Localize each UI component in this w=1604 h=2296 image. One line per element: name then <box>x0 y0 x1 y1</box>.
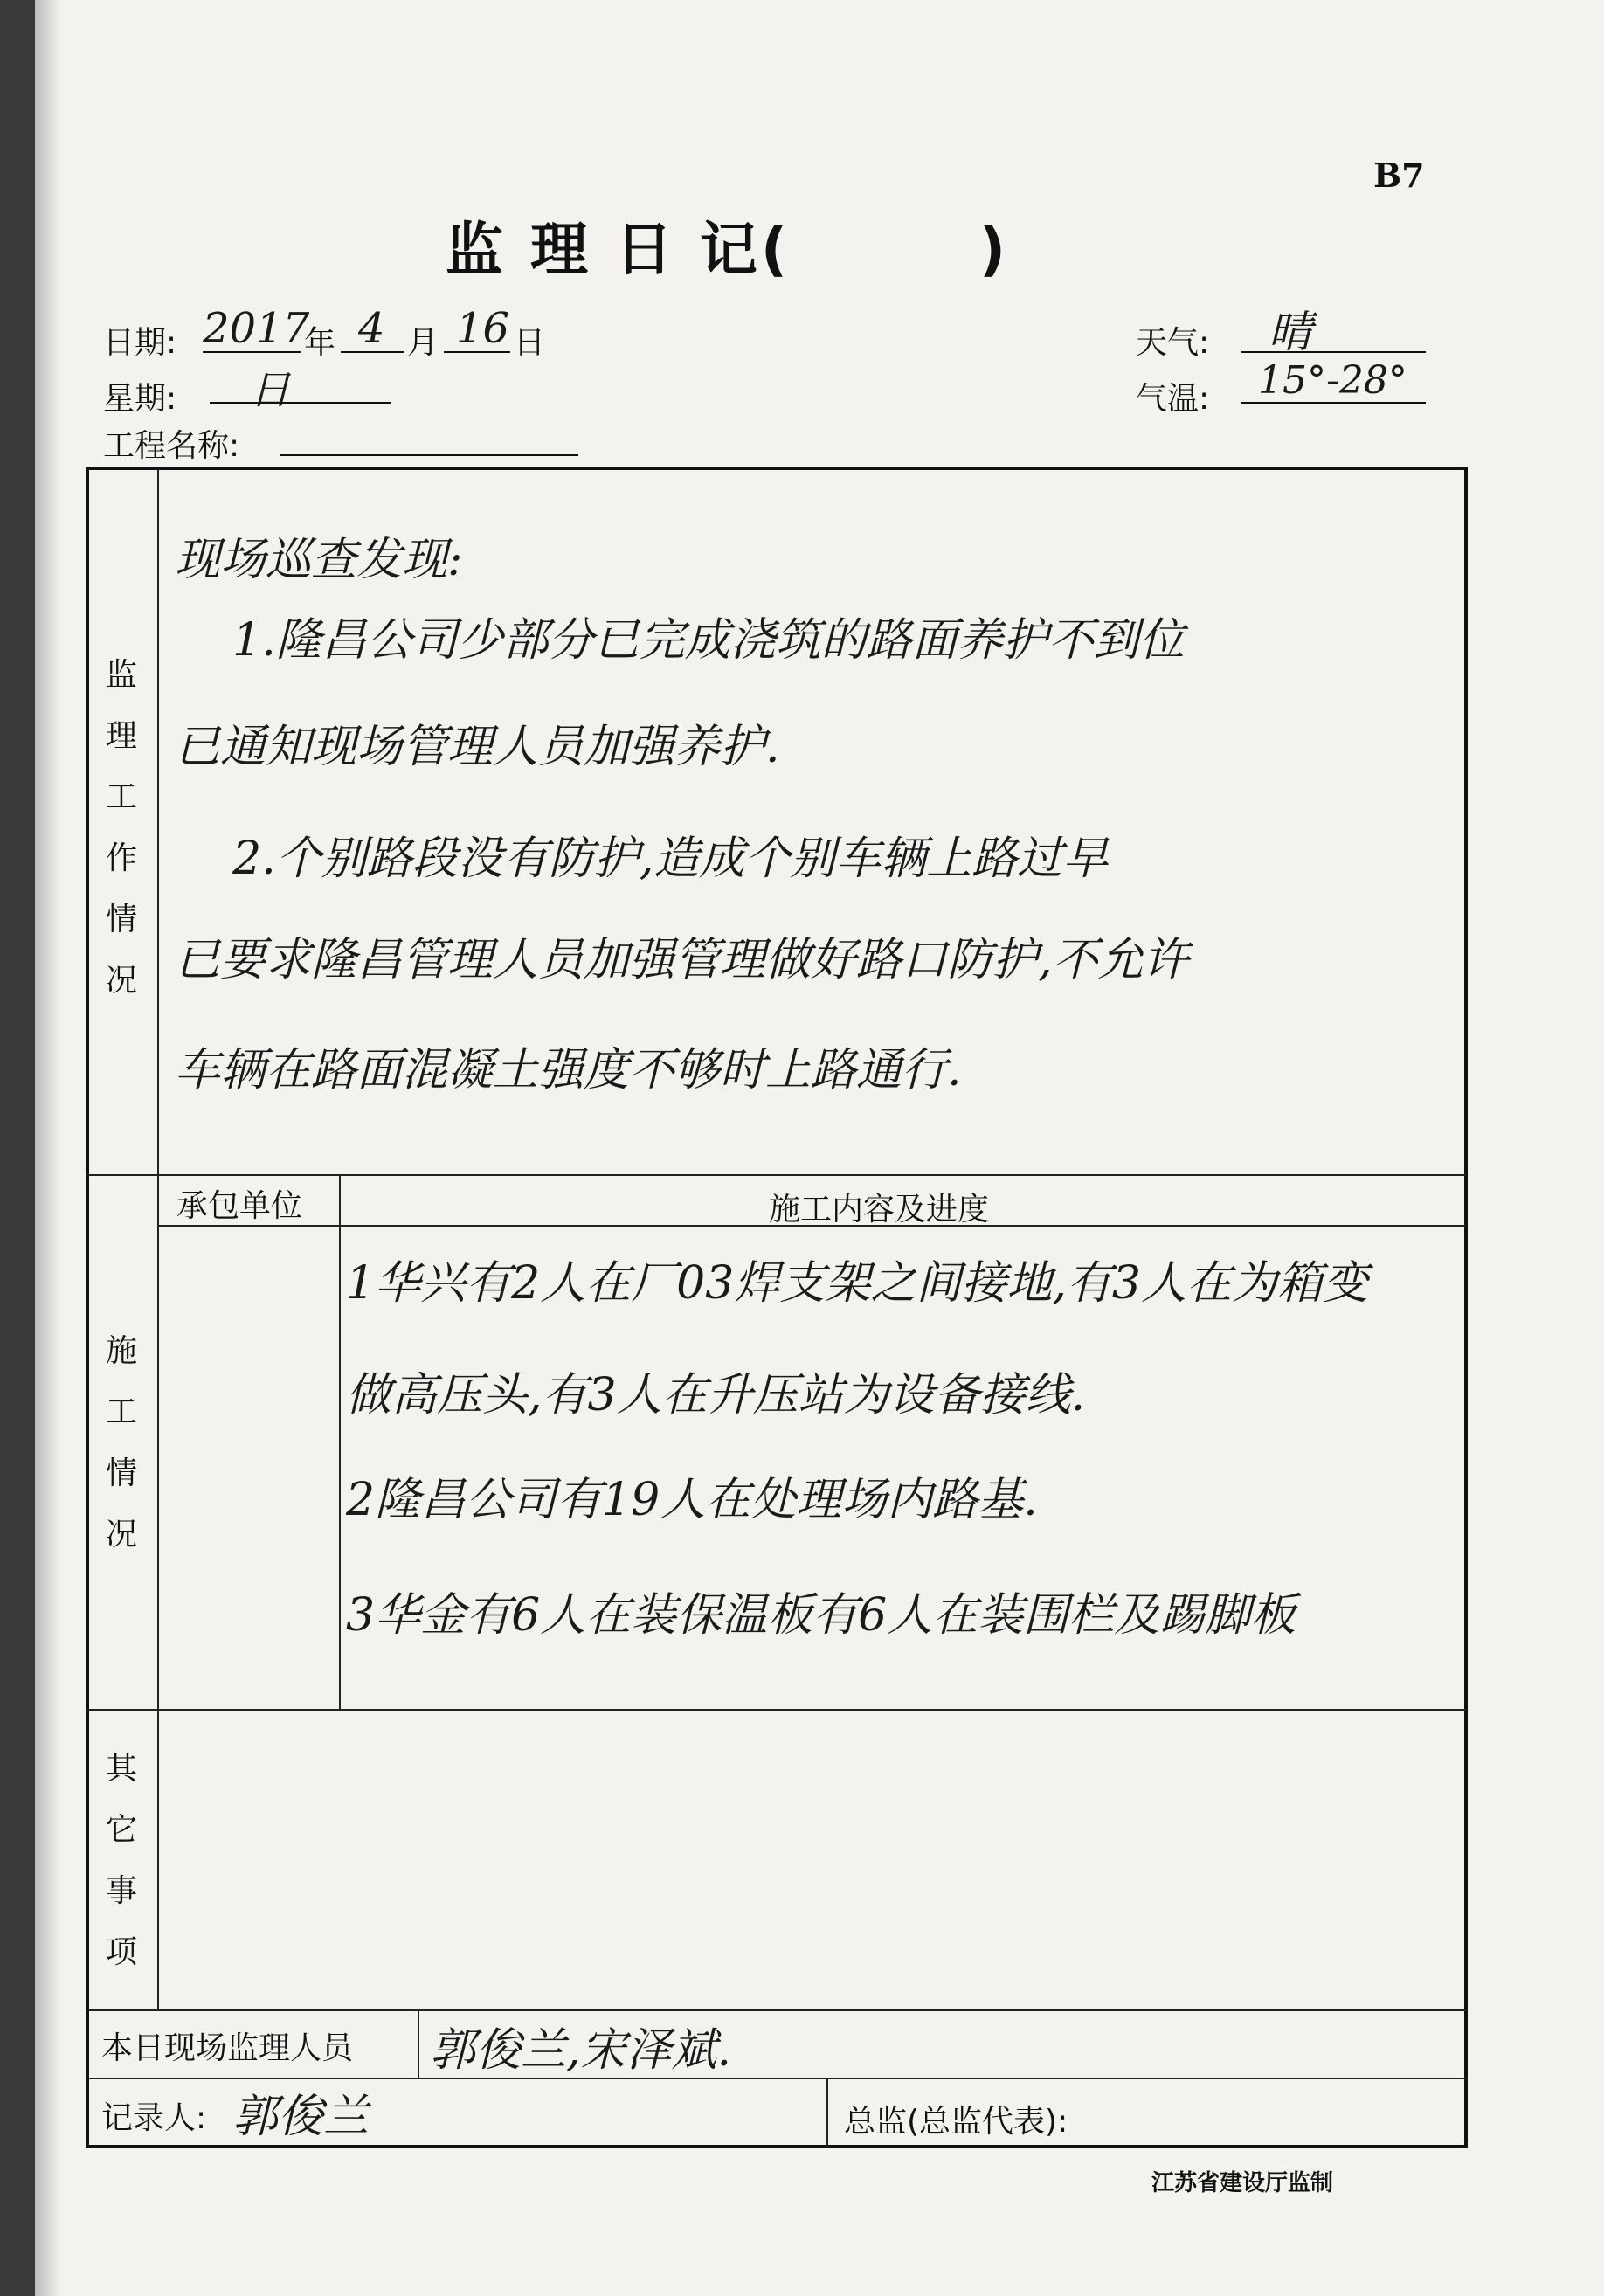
temp-underline <box>1241 402 1426 404</box>
weather-underline <box>1241 351 1426 353</box>
section-divider-1 <box>87 1174 1466 1176</box>
supervision-line: 已要求隆昌管理人员加强管理做好路口防护,不允许 <box>175 934 1189 986</box>
contractor-header: 承包单位 <box>176 1188 303 1224</box>
day-underline <box>444 351 510 353</box>
staff-divider <box>418 2009 419 2078</box>
staff-value: 郭俊兰,宋泽斌. <box>430 2024 732 2077</box>
weather-value: 晴 <box>1269 307 1312 357</box>
construction-section-label: 施 工 情 况 <box>105 1333 137 1553</box>
month-unit: 月 <box>407 325 439 361</box>
staff-label: 本日现场监理人员 <box>101 2030 354 2066</box>
recorder-value: 郭俊兰 <box>232 2091 370 2143</box>
supervision-line: 2.个别路段没有防护,造成个别车辆上路过早 <box>175 833 1109 885</box>
project-label: 工程名称: <box>103 428 240 464</box>
supervision-line: 车辆在路面混凝土强度不够时上路通行. <box>175 1044 962 1096</box>
date-day: 16 <box>456 304 510 353</box>
temp-label: 气温: <box>1136 381 1210 417</box>
weather-label: 天气: <box>1136 325 1210 361</box>
label-column-divider <box>157 468 159 2009</box>
month-underline <box>341 351 404 353</box>
contractor-column-divider <box>339 1174 341 1709</box>
content-header: 施工内容及进度 <box>769 1192 990 1228</box>
page-binding-edge <box>35 0 61 2296</box>
footer-issuer: 江苏省建设厅监制 <box>1151 2170 1334 2196</box>
date-month: 4 <box>358 304 385 353</box>
form-code: B7 <box>1373 156 1425 195</box>
supervision-line: 1.隆昌公司少部分已完成浇筑的路面养护不到位 <box>175 614 1185 667</box>
weekday-label: 星期: <box>103 381 177 417</box>
recorder-label: 记录人: <box>101 2100 207 2136</box>
other-section-label: 其 它 事 项 <box>105 1751 137 1970</box>
weekday-value: 日 <box>250 366 290 413</box>
day-unit: 日 <box>514 325 546 361</box>
temp-value: 15°-28° <box>1258 358 1407 403</box>
section-divider-2 <box>87 1709 1466 1711</box>
date-year: 2017 <box>203 304 310 353</box>
recorder-divider <box>826 2078 828 2147</box>
supervision-section-label: 监 理 工 作 情 况 <box>105 657 137 999</box>
project-underline <box>280 454 578 456</box>
weekday-underline <box>210 402 391 404</box>
construction-line: 2隆昌公司有19人在处理场内路基. <box>346 1474 1038 1526</box>
date-label: 日期: <box>103 325 177 361</box>
chief-supervisor-label: 总监(总监代表): <box>844 2104 1068 2140</box>
construction-line: 做高压头,有3人在升压站为设备接线. <box>346 1369 1086 1421</box>
year-underline <box>203 351 301 353</box>
supervision-line: 现场巡查发现: <box>175 534 463 586</box>
construction-line: 1华兴有2人在厂03焊支架之间接地,有3人在为箱变 <box>346 1257 1368 1310</box>
construction-line: 3华金有6人在装保温板有6人在装围栏及踢脚板 <box>346 1589 1296 1642</box>
page-title: 监 理 日 记( ) <box>446 216 1010 283</box>
year-unit: 年 <box>304 325 336 361</box>
supervision-line: 已通知现场管理人员加强养护. <box>175 721 780 773</box>
section-divider-3 <box>87 2009 1466 2011</box>
